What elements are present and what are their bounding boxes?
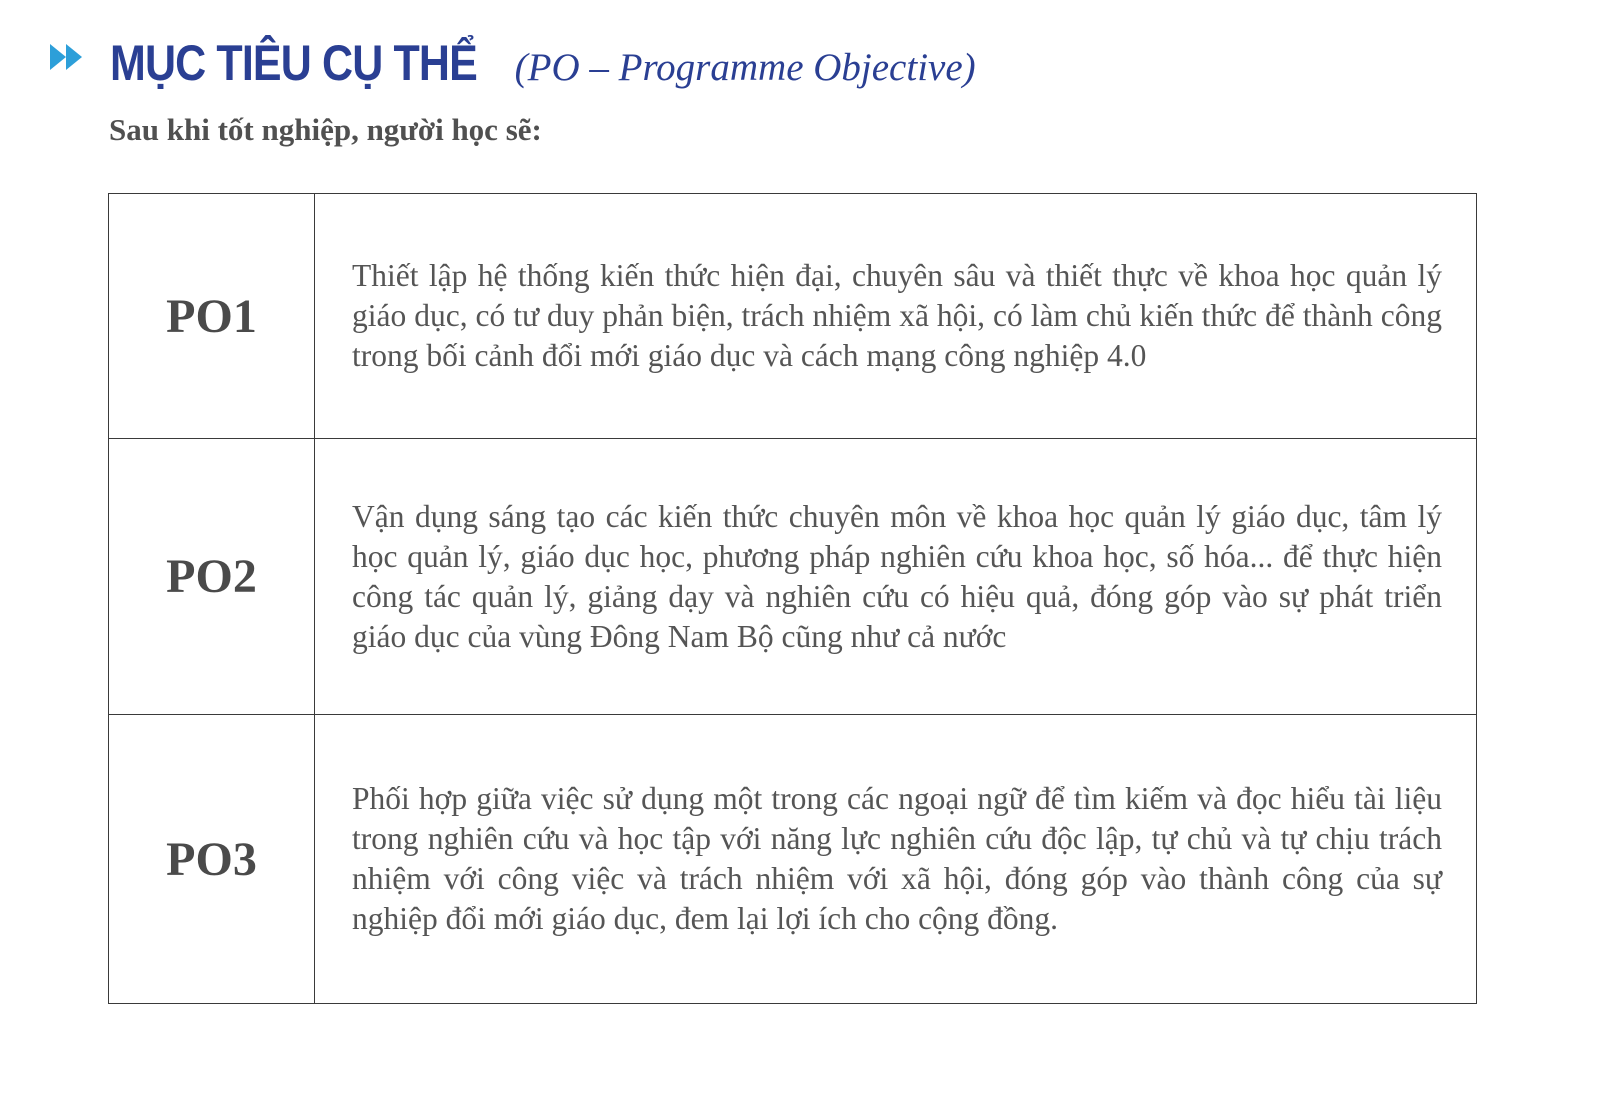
objective-code: PO2 — [109, 439, 315, 715]
double-chevron-right-icon — [48, 40, 88, 74]
objective-description: Vận dụng sáng tạo các kiến thức chuyên môn về khoa học quản lý giáo dục, tâm lý học quản lý, giáo dục học, phương pháp nghiên cứu khoa học, số hóa... để thực hiện công tác quản lý, giảng dạy và nghiên cứu có hiệu quả, đóng góp vào sự phát triển giáo dục của vùng Đông Nam Bộ cũng như cả nước — [315, 439, 1477, 715]
page-title: MỤC TIÊU CỤ THỂ — [110, 35, 477, 91]
section-header — [48, 34, 976, 92]
objectives-table — [108, 193, 1477, 1004]
objective-code: PO1 — [109, 194, 315, 439]
objective-description: Phối hợp giữa việc sử dụng một trong các ngoại ngữ để tìm kiếm và đọc hiểu tài liệu trong nghiên cứu và học tập với năng lực nghiên cứu độc lập, tự chủ và tự chịu trách nhiệm với công việc và trách nhiệm với xã hội, đóng góp vào thành công của sự nghiệp đổi mới giáo dục, đem lại lợi ích cho cộng đồng. — [315, 715, 1477, 1004]
table-row — [109, 439, 1477, 715]
table-row — [109, 715, 1477, 1004]
intro-text: Sau khi tốt nghiệp, người học sẽ: — [109, 112, 542, 147]
objective-description: Thiết lập hệ thống kiến thức hiện đại, chuyên sâu và thiết thực về khoa học quản lý giáo dục, có tư duy phản biện, trách nhiệm xã hội, có làm chủ kiến thức để thành công trong bối cảnh đổi mới giáo dục và cách mạng công nghiệp 4.0 — [315, 194, 1477, 439]
table-row — [109, 194, 1477, 439]
objective-code: PO3 — [109, 715, 315, 1004]
page-title-note: (PO – Programme Objective) — [514, 46, 976, 89]
